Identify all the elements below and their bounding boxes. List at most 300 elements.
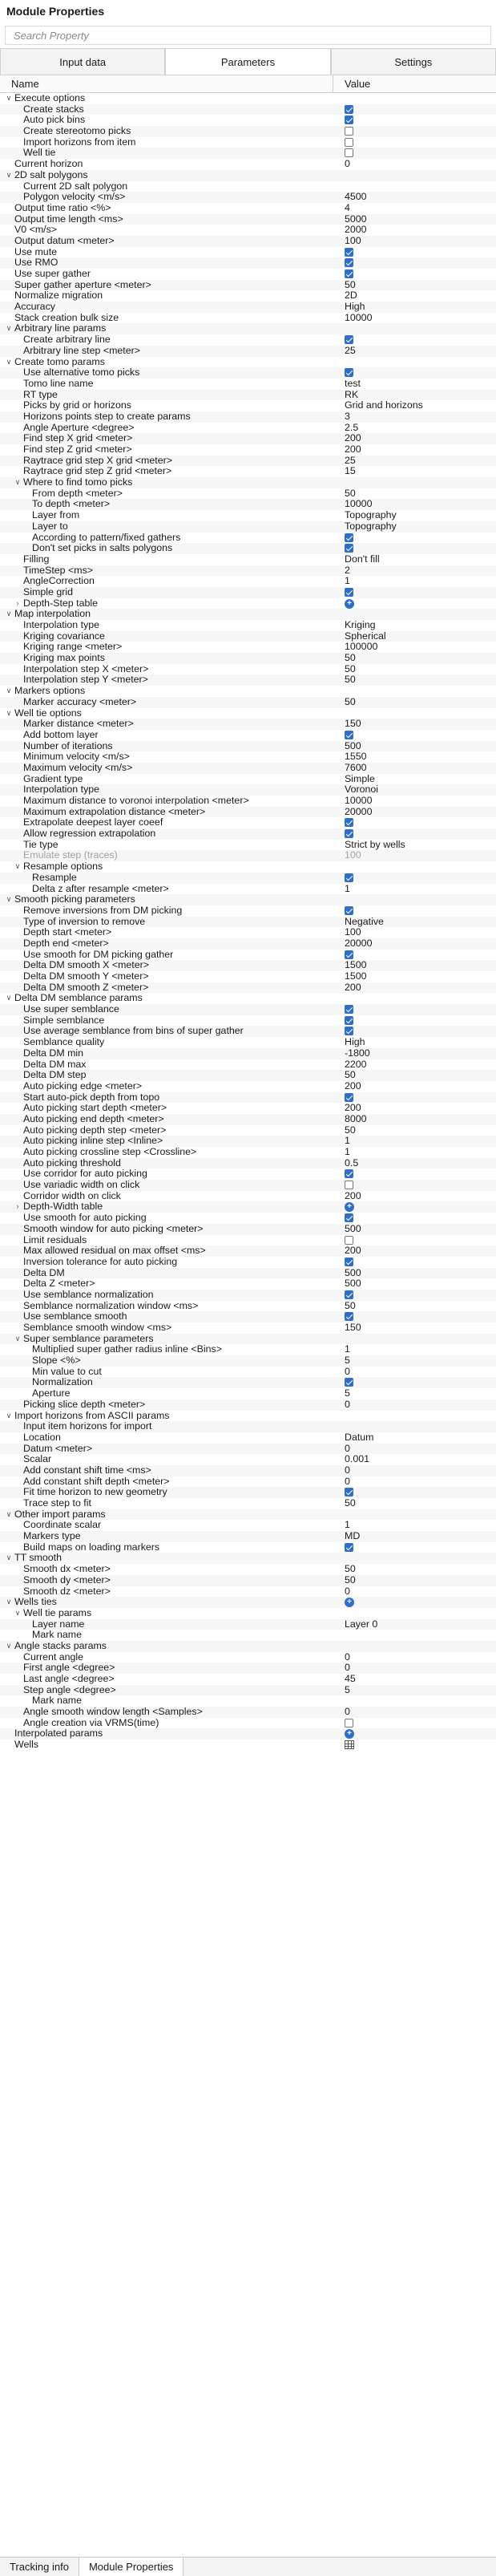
- property-value-cell[interactable]: 200: [345, 1103, 361, 1114]
- property-value-cell[interactable]: Grid and horizons: [345, 400, 423, 411]
- property-value-cell[interactable]: Strict by wells: [345, 839, 405, 850]
- property-row[interactable]: [0, 1070, 496, 1081]
- property-row[interactable]: [0, 1421, 496, 1432]
- property-value-cell[interactable]: 2000: [345, 225, 367, 236]
- property-row[interactable]: [0, 1388, 496, 1399]
- property-value-cell[interactable]: Datum: [345, 1432, 374, 1443]
- property-group-row[interactable]: [0, 323, 496, 334]
- property-row[interactable]: [0, 543, 496, 554]
- property-value-cell[interactable]: 0.001: [345, 1454, 370, 1465]
- chevron-down-icon[interactable]: ∨: [6, 610, 12, 618]
- property-value-cell[interactable]: 4500: [345, 192, 367, 203]
- checkbox-icon[interactable]: [345, 1027, 353, 1035]
- property-value-cell[interactable]: 5: [345, 1684, 350, 1695]
- property-row[interactable]: [0, 1652, 496, 1663]
- property-group-row[interactable]: [0, 686, 496, 697]
- checkbox-icon[interactable]: [345, 1213, 353, 1222]
- checkbox-icon[interactable]: [345, 248, 353, 257]
- property-value-cell[interactable]: 4: [345, 202, 350, 213]
- property-value-cell[interactable]: 0: [345, 1663, 350, 1674]
- property-row[interactable]: [0, 1268, 496, 1279]
- property-row[interactable]: [0, 1344, 496, 1355]
- checkbox-icon[interactable]: [345, 335, 353, 344]
- search-input[interactable]: [5, 26, 491, 45]
- property-row[interactable]: [0, 104, 496, 115]
- plus-circle-icon[interactable]: +: [345, 1729, 354, 1739]
- property-value-cell[interactable]: 200: [345, 1190, 361, 1201]
- property-value-cell[interactable]: 2200: [345, 1059, 367, 1070]
- property-value-cell[interactable]: 1: [345, 576, 350, 587]
- property-row[interactable]: [0, 1586, 496, 1598]
- property-row[interactable]: [0, 697, 496, 708]
- property-value-cell[interactable]: 3: [345, 411, 350, 422]
- property-row[interactable]: [0, 1564, 496, 1575]
- checkbox-icon[interactable]: [345, 269, 353, 278]
- property-row[interactable]: [0, 576, 496, 587]
- property-row[interactable]: [0, 1718, 496, 1729]
- chevron-down-icon[interactable]: ∨: [6, 895, 12, 904]
- property-row[interactable]: [0, 1015, 496, 1027]
- property-row[interactable]: [0, 1531, 496, 1542]
- checkbox-icon[interactable]: [345, 1169, 353, 1178]
- property-row[interactable]: [0, 1245, 496, 1257]
- property-row[interactable]: [0, 905, 496, 917]
- property-value-cell[interactable]: 50: [345, 696, 356, 707]
- property-row[interactable]: [0, 1224, 496, 1235]
- property-row[interactable]: [0, 917, 496, 928]
- property-value-cell[interactable]: 1: [345, 883, 350, 894]
- property-row[interactable]: [0, 1322, 496, 1334]
- property-row[interactable]: [0, 1290, 496, 1301]
- property-value-cell[interactable]: 500: [345, 1278, 361, 1290]
- property-value-cell[interactable]: 50: [345, 1564, 356, 1575]
- property-group-row[interactable]: [0, 357, 496, 368]
- property-value-cell[interactable]: Kriging: [345, 620, 376, 630]
- property-row[interactable]: [0, 533, 496, 544]
- property-value-cell[interactable]: 200: [345, 1245, 361, 1257]
- property-row[interactable]: [0, 741, 496, 752]
- chevron-down-icon[interactable]: ∨: [6, 1509, 12, 1518]
- chevron-down-icon[interactable]: ∨: [14, 862, 21, 871]
- property-row[interactable]: [0, 290, 496, 302]
- property-row[interactable]: [0, 796, 496, 807]
- property-row[interactable]: [0, 774, 496, 785]
- plus-circle-icon[interactable]: +: [345, 1598, 354, 1607]
- property-row[interactable]: [0, 280, 496, 291]
- property-row[interactable]: [0, 1092, 496, 1104]
- checkbox-icon[interactable]: [345, 906, 353, 915]
- property-value-cell[interactable]: 50: [345, 1574, 356, 1586]
- property-row[interactable]: [0, 1476, 496, 1488]
- property-value-cell[interactable]: 0: [345, 1464, 350, 1476]
- property-value-cell[interactable]: 50: [345, 1498, 356, 1509]
- property-value-cell[interactable]: 200: [345, 982, 361, 993]
- checkbox-icon[interactable]: [345, 115, 353, 124]
- chevron-down-icon[interactable]: ∨: [6, 687, 12, 695]
- property-value-cell[interactable]: 15: [345, 466, 356, 477]
- property-row[interactable]: [0, 1125, 496, 1136]
- property-row[interactable]: [0, 390, 496, 401]
- property-row[interactable]: [0, 521, 496, 533]
- property-row[interactable]: [0, 1004, 496, 1015]
- property-row[interactable]: [0, 763, 496, 774]
- property-row[interactable]: [0, 1498, 496, 1509]
- chevron-right-icon[interactable]: ›: [16, 1202, 19, 1211]
- property-value-cell[interactable]: Simple: [345, 773, 375, 784]
- property-row[interactable]: [0, 807, 496, 818]
- property-group-row[interactable]: [0, 1201, 496, 1213]
- property-row[interactable]: [0, 1355, 496, 1367]
- property-group-row[interactable]: [0, 1509, 496, 1521]
- chevron-down-icon[interactable]: ∨: [6, 1411, 12, 1420]
- property-row[interactable]: [0, 960, 496, 971]
- checkbox-icon[interactable]: [345, 105, 353, 114]
- property-value-cell[interactable]: High: [345, 1037, 365, 1048]
- checkbox-icon[interactable]: [345, 1290, 353, 1299]
- property-row[interactable]: [0, 148, 496, 159]
- property-row[interactable]: [0, 1048, 496, 1059]
- property-value-cell[interactable]: RK: [345, 389, 359, 400]
- property-row[interactable]: [0, 510, 496, 521]
- property-row[interactable]: [0, 126, 496, 137]
- property-row[interactable]: [0, 1695, 496, 1707]
- checkbox-icon[interactable]: [345, 1543, 353, 1552]
- property-row[interactable]: [0, 1278, 496, 1290]
- tab-parameters[interactable]: Parameters: [165, 48, 330, 75]
- checkbox-icon[interactable]: [345, 368, 353, 377]
- property-row[interactable]: [0, 828, 496, 840]
- property-row[interactable]: [0, 653, 496, 664]
- property-row[interactable]: [0, 1542, 496, 1553]
- property-row[interactable]: [0, 247, 496, 258]
- property-group-row[interactable]: [0, 861, 496, 873]
- property-value-cell[interactable]: Topography: [345, 520, 397, 532]
- checkbox-icon[interactable]: [345, 950, 353, 959]
- property-value-cell[interactable]: 1: [345, 1344, 350, 1355]
- property-group-row[interactable]: [0, 609, 496, 620]
- property-row[interactable]: [0, 1454, 496, 1465]
- property-value-cell[interactable]: 2.5: [345, 422, 359, 433]
- property-row[interactable]: [0, 751, 496, 763]
- property-row[interactable]: [0, 1377, 496, 1388]
- property-row[interactable]: [0, 1367, 496, 1378]
- checkbox-icon[interactable]: [345, 588, 353, 597]
- property-row[interactable]: [0, 1487, 496, 1498]
- checkbox-icon[interactable]: [345, 1488, 353, 1497]
- property-group-row[interactable]: [0, 993, 496, 1004]
- property-group-row[interactable]: [0, 170, 496, 181]
- property-value-cell[interactable]: 100: [345, 927, 361, 938]
- property-value-cell[interactable]: 10000: [345, 312, 373, 323]
- property-value-cell[interactable]: 500: [345, 1223, 361, 1234]
- property-row[interactable]: [0, 466, 496, 477]
- property-row[interactable]: [0, 631, 496, 642]
- property-row[interactable]: [0, 444, 496, 456]
- property-row[interactable]: [0, 982, 496, 994]
- property-value-cell[interactable]: 0: [345, 159, 350, 170]
- checkbox-icon[interactable]: [345, 127, 353, 136]
- property-row[interactable]: [0, 1037, 496, 1048]
- property-value-cell[interactable]: 0: [345, 1707, 350, 1718]
- property-value-cell[interactable]: 7600: [345, 762, 367, 773]
- property-row[interactable]: [0, 1311, 496, 1322]
- property-value-cell[interactable]: 1500: [345, 971, 367, 982]
- property-row[interactable]: [0, 1520, 496, 1531]
- property-row[interactable]: [0, 1257, 496, 1268]
- property-value-cell[interactable]: -1800: [345, 1047, 370, 1059]
- property-value-cell[interactable]: 20000: [345, 938, 373, 949]
- property-value-cell[interactable]: Voronoi: [345, 784, 379, 796]
- property-row[interactable]: [0, 840, 496, 851]
- property-row[interactable]: [0, 1444, 496, 1455]
- property-row[interactable]: [0, 203, 496, 214]
- property-group-row[interactable]: [0, 1411, 496, 1422]
- property-value-cell[interactable]: 150: [345, 719, 361, 730]
- property-row[interactable]: [0, 1158, 496, 1169]
- property-value-cell[interactable]: 1500: [345, 960, 367, 971]
- property-value-cell[interactable]: MD: [345, 1531, 361, 1542]
- property-value-cell[interactable]: Spherical: [345, 630, 386, 642]
- property-row[interactable]: [0, 1619, 496, 1630]
- property-value-cell[interactable]: 50: [345, 1070, 356, 1081]
- property-row[interactable]: [0, 719, 496, 730]
- property-row[interactable]: [0, 1663, 496, 1674]
- property-row[interactable]: [0, 181, 496, 192]
- grid-icon[interactable]: [345, 1740, 354, 1749]
- checkbox-icon[interactable]: [345, 731, 353, 739]
- property-row[interactable]: [0, 1685, 496, 1696]
- property-value-cell[interactable]: 150: [345, 1322, 361, 1333]
- property-value-cell[interactable]: 25: [345, 455, 356, 466]
- property-row[interactable]: [0, 971, 496, 982]
- property-row[interactable]: [0, 1081, 496, 1092]
- checkbox-icon[interactable]: [345, 148, 353, 157]
- property-value-cell[interactable]: test: [345, 378, 361, 389]
- property-value-cell[interactable]: 500: [345, 1267, 361, 1278]
- property-value-cell[interactable]: 0: [345, 1476, 350, 1487]
- checkbox-icon[interactable]: [345, 1181, 353, 1189]
- property-row[interactable]: [0, 1059, 496, 1071]
- property-row[interactable]: [0, 873, 496, 884]
- property-group-row[interactable]: [0, 1334, 496, 1345]
- property-value-cell[interactable]: Don't fill: [345, 553, 380, 565]
- property-row[interactable]: [0, 642, 496, 653]
- property-row[interactable]: [0, 565, 496, 577]
- property-value-cell[interactable]: 0: [345, 1443, 350, 1454]
- checkbox-icon[interactable]: [345, 1005, 353, 1014]
- property-row[interactable]: [0, 214, 496, 225]
- property-row[interactable]: [0, 236, 496, 247]
- property-row[interactable]: [0, 1728, 496, 1740]
- chevron-down-icon[interactable]: ∨: [14, 1608, 21, 1617]
- property-row[interactable]: [0, 257, 496, 269]
- property-value-cell[interactable]: 10000: [345, 796, 373, 806]
- property-row[interactable]: [0, 938, 496, 950]
- property-row[interactable]: [0, 137, 496, 148]
- property-row[interactable]: [0, 379, 496, 390]
- chevron-down-icon[interactable]: ∨: [6, 94, 12, 102]
- property-row[interactable]: [0, 1575, 496, 1586]
- property-value-cell[interactable]: 0: [345, 1586, 350, 1597]
- checkbox-icon[interactable]: [345, 138, 353, 147]
- column-header-name[interactable]: Name: [0, 75, 333, 92]
- tab-input-data[interactable]: Input data: [0, 48, 165, 75]
- property-row[interactable]: [0, 1432, 496, 1444]
- property-row[interactable]: [0, 488, 496, 500]
- property-value-cell[interactable]: 20000: [345, 806, 373, 817]
- property-value-cell[interactable]: 50: [345, 663, 356, 674]
- chevron-down-icon[interactable]: ∨: [6, 170, 12, 179]
- property-row[interactable]: [0, 884, 496, 895]
- property-row[interactable]: [0, 927, 496, 938]
- property-row[interactable]: [0, 499, 496, 510]
- checkbox-icon[interactable]: [345, 1093, 353, 1102]
- property-value-cell[interactable]: 0.5: [345, 1157, 359, 1169]
- property-value-cell[interactable]: 200: [345, 444, 361, 455]
- chevron-down-icon[interactable]: ∨: [6, 994, 12, 1002]
- tab-tracking-info[interactable]: Tracking info: [0, 2558, 79, 2576]
- property-row[interactable]: [0, 269, 496, 280]
- chevron-down-icon[interactable]: ∨: [6, 1641, 12, 1650]
- property-value-cell[interactable]: 50: [345, 279, 356, 290]
- property-value-cell[interactable]: 45: [345, 1674, 356, 1684]
- property-row[interactable]: [0, 302, 496, 313]
- property-row[interactable]: [0, 1026, 496, 1037]
- property-value-cell[interactable]: 1: [345, 1136, 350, 1147]
- property-group-row[interactable]: [0, 598, 496, 610]
- property-value-cell[interactable]: 100000: [345, 642, 378, 653]
- property-row[interactable]: [0, 620, 496, 631]
- checkbox-icon[interactable]: [345, 1236, 353, 1245]
- checkbox-icon[interactable]: [345, 544, 353, 553]
- property-group-row[interactable]: [0, 894, 496, 905]
- property-value-cell[interactable]: Topography: [345, 510, 397, 521]
- property-row[interactable]: [0, 784, 496, 796]
- property-group-row[interactable]: [0, 708, 496, 719]
- property-value-cell[interactable]: 25: [345, 345, 356, 356]
- property-row[interactable]: [0, 554, 496, 565]
- chevron-down-icon[interactable]: ∨: [14, 1334, 21, 1343]
- property-group-row[interactable]: [0, 1553, 496, 1564]
- property-value-cell[interactable]: 1: [345, 1147, 350, 1157]
- plus-circle-icon[interactable]: +: [345, 1202, 354, 1212]
- chevron-down-icon[interactable]: ∨: [6, 324, 12, 333]
- property-value-cell[interactable]: 1550: [345, 751, 367, 763]
- property-value-cell[interactable]: 0: [345, 1399, 350, 1410]
- chevron-right-icon[interactable]: ›: [16, 598, 19, 607]
- property-row[interactable]: [0, 411, 496, 423]
- property-row[interactable]: [0, 1465, 496, 1476]
- property-row[interactable]: [0, 1136, 496, 1147]
- property-value-cell[interactable]: High: [345, 302, 365, 313]
- property-group-row[interactable]: [0, 477, 496, 488]
- property-row[interactable]: [0, 400, 496, 411]
- property-value-cell[interactable]: 200: [345, 1080, 361, 1092]
- checkbox-icon[interactable]: [345, 1312, 353, 1321]
- checkbox-icon[interactable]: [345, 258, 353, 267]
- property-value-cell[interactable]: 5: [345, 1388, 350, 1399]
- property-row[interactable]: [0, 346, 496, 357]
- property-value-cell[interactable]: 1: [345, 1520, 350, 1531]
- chevron-down-icon[interactable]: ∨: [6, 1553, 12, 1562]
- property-row[interactable]: [0, 674, 496, 686]
- property-row[interactable]: [0, 817, 496, 828]
- checkbox-icon[interactable]: [345, 818, 353, 827]
- property-value-cell[interactable]: 50: [345, 488, 356, 499]
- property-row[interactable]: [0, 1180, 496, 1191]
- chevron-down-icon[interactable]: ∨: [14, 478, 21, 487]
- tab-module-properties[interactable]: Module Properties: [79, 2558, 184, 2576]
- property-row[interactable]: [0, 1103, 496, 1114]
- property-group-row[interactable]: [0, 1641, 496, 1652]
- property-group-row[interactable]: [0, 93, 496, 104]
- property-row[interactable]: [0, 1147, 496, 1158]
- property-row[interactable]: [0, 225, 496, 236]
- property-value-cell[interactable]: 50: [345, 674, 356, 686]
- property-row[interactable]: [0, 664, 496, 675]
- property-value-cell[interactable]: 8000: [345, 1113, 367, 1124]
- property-row[interactable]: [0, 1399, 496, 1411]
- checkbox-icon[interactable]: [345, 873, 353, 882]
- property-row[interactable]: [0, 433, 496, 444]
- chevron-down-icon[interactable]: ∨: [6, 1598, 12, 1606]
- property-value-cell[interactable]: 2D: [345, 290, 357, 302]
- property-value-cell[interactable]: 5000: [345, 213, 367, 225]
- property-row[interactable]: [0, 423, 496, 434]
- property-row[interactable]: [0, 1707, 496, 1718]
- checkbox-icon[interactable]: [345, 1016, 353, 1025]
- property-row[interactable]: [0, 587, 496, 598]
- property-value-cell[interactable]: 100: [345, 235, 361, 246]
- checkbox-icon[interactable]: [345, 829, 353, 838]
- property-row[interactable]: [0, 367, 496, 379]
- property-value-cell[interactable]: 200: [345, 433, 361, 444]
- chevron-down-icon[interactable]: ∨: [6, 357, 12, 366]
- property-value-cell[interactable]: 2: [345, 565, 350, 576]
- property-value-cell[interactable]: Layer 0: [345, 1618, 378, 1630]
- property-value-cell[interactable]: 10000: [345, 499, 373, 510]
- checkbox-icon[interactable]: [345, 1378, 353, 1387]
- property-row[interactable]: [0, 1213, 496, 1224]
- column-header-value[interactable]: Value: [345, 78, 371, 90]
- property-group-row[interactable]: [0, 1608, 496, 1619]
- property-row[interactable]: [0, 1235, 496, 1246]
- plus-circle-icon[interactable]: +: [345, 599, 354, 609]
- property-row[interactable]: [0, 730, 496, 741]
- property-row[interactable]: [0, 1301, 496, 1312]
- property-row[interactable]: [0, 334, 496, 346]
- property-value-cell[interactable]: 0: [345, 1651, 350, 1663]
- property-row[interactable]: [0, 192, 496, 203]
- property-row[interactable]: [0, 456, 496, 467]
- property-row[interactable]: [0, 1191, 496, 1202]
- property-row[interactable]: [0, 313, 496, 324]
- property-group-row[interactable]: [0, 1597, 496, 1608]
- property-row[interactable]: [0, 1740, 496, 1751]
- property-value-cell[interactable]: 5: [345, 1355, 350, 1367]
- property-row[interactable]: [0, 850, 496, 861]
- property-row[interactable]: [0, 1169, 496, 1180]
- chevron-down-icon[interactable]: ∨: [6, 708, 12, 717]
- tab-settings[interactable]: Settings: [331, 48, 496, 75]
- property-value-cell[interactable]: 500: [345, 740, 361, 751]
- property-value-cell[interactable]: 0: [345, 1366, 350, 1377]
- checkbox-icon[interactable]: [345, 533, 353, 542]
- property-row[interactable]: [0, 115, 496, 126]
- checkbox-icon[interactable]: [345, 1719, 353, 1727]
- checkbox-icon[interactable]: [345, 1258, 353, 1266]
- property-value-cell[interactable]: Negative: [345, 916, 384, 927]
